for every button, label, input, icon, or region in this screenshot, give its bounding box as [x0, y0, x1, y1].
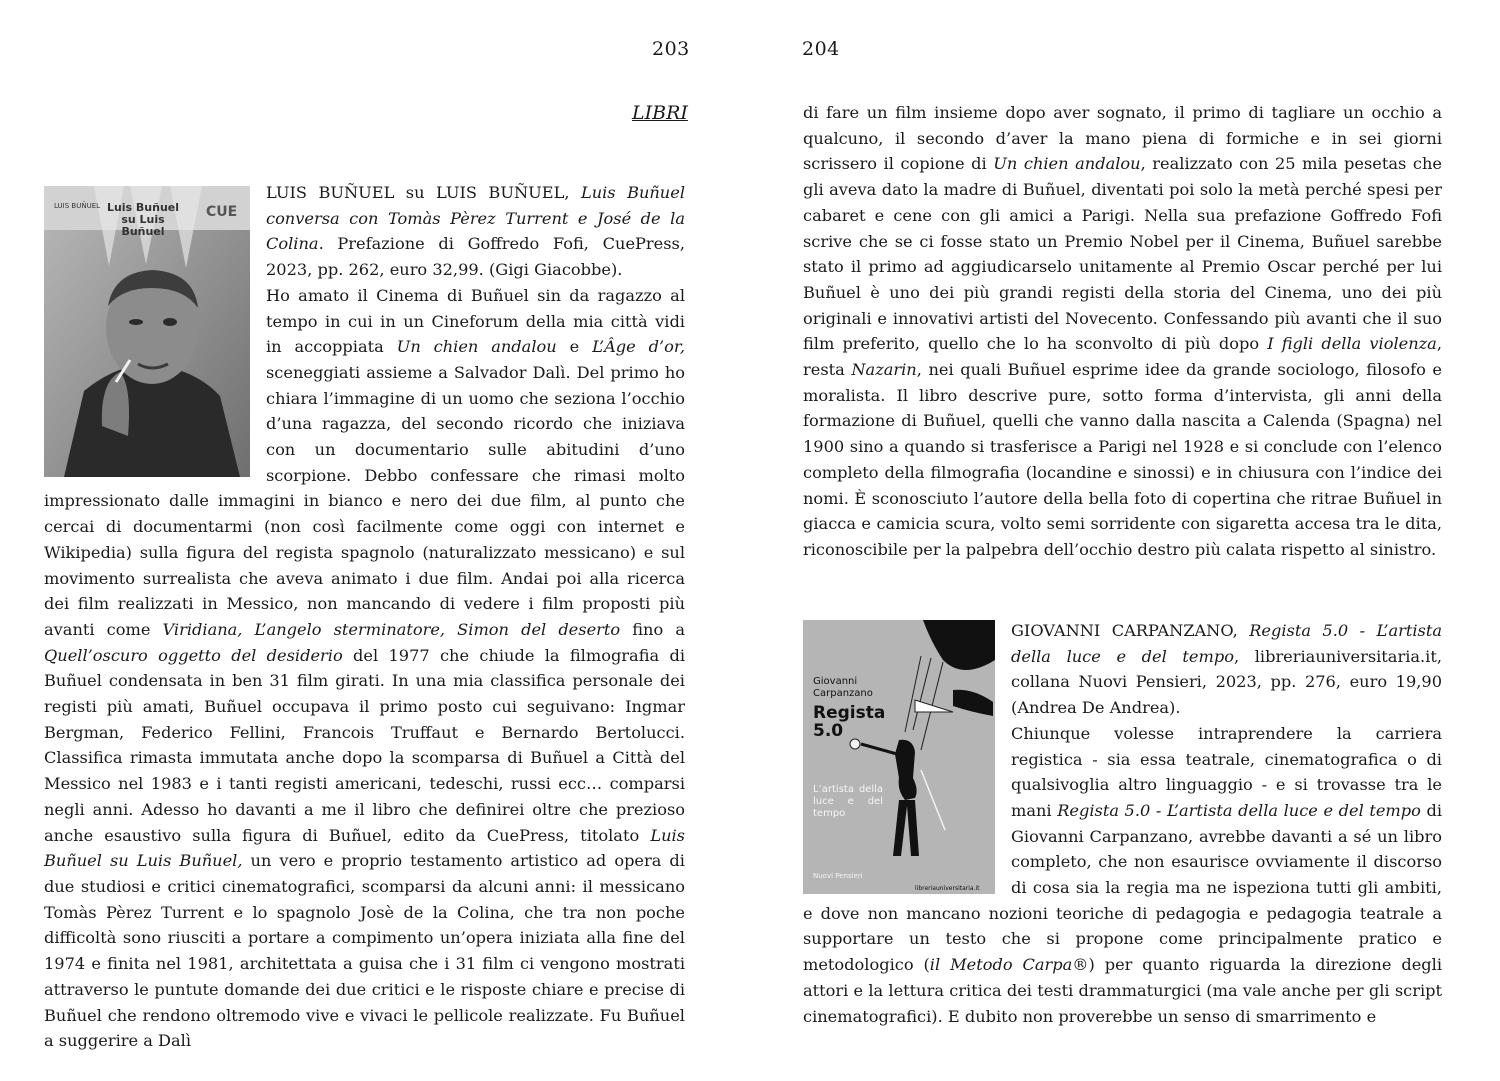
- book-title: Regista 5.0 - L’artista della luce e del tempo: [1057, 800, 1421, 820]
- paragraph-text: , resta: [803, 334, 1442, 380]
- paragraph-text: Chiunque volesse intraprendere la carriera registica - sia essa teatrale, cinematografica o di qualsivoglia altro linguaggio - e si trovasse tra le mani: [1011, 723, 1442, 820]
- book-cover-bunuel: [44, 186, 250, 477]
- review-buñuel: [44, 180, 685, 1054]
- paragraph-text: fino a: [620, 619, 685, 639]
- publisher-logo: CUE: [206, 204, 238, 220]
- cover-author: Giovanni Carpanzano: [813, 676, 873, 699]
- review-book-title: Regista 5.0 - L’artista della luce e del tempo: [1011, 621, 1442, 666]
- review-meta: , libreriauniversitaria.it, collana Nuovi Pensieri, 2023, pp. 276, euro 19,90 (Andrea De Andrea).: [1011, 646, 1442, 718]
- paragraph-text: Ho amato il Cinema di Buñuel sin da ragazzo al tempo in cui in un Cineforum della mia città vidi in accoppiata: [266, 285, 685, 357]
- film-title: Viridiana, L’angelo sterminatore, Simon del deserto: [162, 619, 621, 639]
- cover-publisher: libreriauniversitaria.it: [915, 885, 980, 892]
- film-title: Nazarin: [851, 360, 917, 380]
- book-cover-regista: [803, 620, 995, 894]
- paragraph-text: e: [556, 337, 593, 357]
- right-page: [750, 0, 1500, 1081]
- review-carpanzano: [803, 618, 1442, 1029]
- paragraph-text: ) per quanto riguarda la direzione degli attori e la lettura critica dei testi drammaturgici (ma vale anche per gli script cinematografici). E dubito non proverebbe un senso di smarrimento e: [803, 955, 1442, 1026]
- film-title: Un chien andalou: [993, 154, 1141, 174]
- paragraph-text: un vero e proprio testamento artistico ad opera di due studiosi e critici cinematografici, scomparsi da alcuni anni: il messicano Tomàs Pèrez Turrent e lo spagnolo Josè de la Colina, che tra non poche difficoltà sono riusciti a portare a compimento un’opera iniziata alla fine del 1974 e finita nel 1981, architettata a guisa che i 31 film ci vengono mostrati attraverso le puntute domande dei due critici e le risposte chiare e precise di Buñuel che rendono oltremodo vive e vivaci le pellicole realizzate. Fu Buñuel a suggerire a Dalì: [44, 851, 685, 1051]
- paragraph-text: , realizzato con 25 mila pesetas che gli aveva dato la madre di Buñuel, diventati poi solo la metà perché spesi per cabaret e cene con gli amici a Parigi. Nella sua prefazione Goffredo Fofi scrive che se ci fosse stato un Premio Nobel per il Cinema, Buñuel sarebbe stato il primo ad aggiudicarselo unitamente al Premio Oscar perché per lui Buñuel è uno dei più grandi registi della storia del Cinema, uno dei più originali e innovativi artisti del Novecento. Confessando più avanti che il suo film preferito, quello che lo ha sconvolto di più dopo: [803, 154, 1442, 354]
- review-body: [803, 100, 1442, 563]
- review-heading: GIOVANNI CARPANZANO,: [1011, 621, 1250, 640]
- cover-puppet-illustration: [803, 620, 995, 894]
- film-title: L’Âge d’or,: [592, 337, 685, 357]
- paragraph-text: di Giovanni Carpanzano, avrebbe davanti a sé un libro completo, che non esaurisce ovviamente il discorso di cosa sia la regia ma ne ispeziona tutti gli ambiti, e dove non mancano nozioni teoriche di pedagogia e pedagogia teatrale a supportare un testo che si propone come principalmente pratico e metodologico (: [803, 800, 1443, 975]
- cover-series: Nuovi Pensieri: [813, 872, 863, 880]
- review-buñuel-continued: [803, 100, 1442, 563]
- film-title: Un chien andalou: [396, 337, 557, 357]
- film-title: Quell’oscuro oggetto del desiderio: [44, 645, 343, 665]
- film-title: I figli della violenza: [1267, 334, 1437, 354]
- review-heading: LUIS BUÑUEL su LUIS BUÑUEL,: [266, 183, 581, 202]
- page-number: 203: [652, 38, 690, 60]
- book-title: Luis Buñuel su Luis Buñuel,: [44, 825, 685, 871]
- cover-subtitle: L’artista della luce e del tempo: [813, 784, 883, 819]
- cover-title: Regista 5.0: [813, 703, 886, 741]
- paragraph-text: , nei quali Buñuel esprime idee da grande sociologo, filosofo e moralista. Il libro descrive pure, sotto forma d’intervista, gli anni della formazione di Buñuel, quelli che vanno dalla nascita a Calenda (Spagna) nel 1900 sino a quando si trasferisce a Parigi nel 1928 e si conclude con l’elenco completo della filmografia (locandine e sinossi) e in chiusura con l’indice dei nomi. È sconosciuto l’autore della bella foto di copertina che ritrae Buñuel in giacca e camicia scura, volto semi sorridente con sigaretta accesa tra le dita, riconoscibile per la palpebra dell’occhio destro più calata rispetto al sinistro.: [803, 360, 1442, 559]
- method-name: il Metodo Carpa®: [929, 955, 1089, 975]
- paragraph-text: del 1977 che chiude la filmografia di Buñuel condensata in ben 31 film girati. In una mia classifica personale dei registi più amati, Buñuel occupava il primo posto cui seguivano: Ingmar Bergman, Federico Fellini, Francois Truffaut e Bernardo Bertolucci. Classifica rimasta immutata anche dopo la scomparsa di Buñuel a Città del Messico nel 1983 e i tanti registi americani, tedeschi, russi ecc… comparsi negli anni. Adesso ho davanti a me il libro che definirei oltre che prezioso anche esaustivo sulla figura di Buñuel, edito da CuePress, titolato: [44, 645, 685, 845]
- review-meta: . Prefazione di Goffredo Fofi, CuePress, 2023, pp. 262, euro 32,99. (Gigi Giacobbe).: [266, 234, 685, 280]
- paragraph-text: di fare un film insieme dopo aver sognato, il primo di tagliare un occhio a qualcuno, il secondo d’aver la mano piena di formiche e in sei giorni scrissero il copione di: [803, 103, 1442, 174]
- section-title: LIBRI: [632, 102, 688, 124]
- page-number: 204: [802, 38, 840, 60]
- cover-title: Luis Buñuel su Luis Buñuel: [106, 201, 180, 238]
- review-book-title: Luis Buñuel conversa con Tomàs Pèrez Turrent e José de la Colina: [266, 183, 685, 254]
- paragraph-text: sceneggiati assieme a Salvador Dalì. Del primo ho chiara l’immagine di un uomo che seziona l’occhio d’una ragazza, del secondo ricordo che iniziava con un documentario sulle abitudini d’uno scorpione. Debbo confessare che rimasi molto impressionato dalle immagini in bianco e nero dei due film, al punto che cercai di documentarmi (non così facilmente come oggi con internet e Wikipedia) sulla figura del regista spagnolo (naturalizzato messicano) e sul movimento surrealista che aveva animato i due film. Andai poi alla ricerca dei film realizzati in Messico, non mancando di vedere i film proposti più avanti come: [44, 362, 685, 639]
- cover-author-small: LUIS BUÑUEL: [54, 202, 101, 210]
